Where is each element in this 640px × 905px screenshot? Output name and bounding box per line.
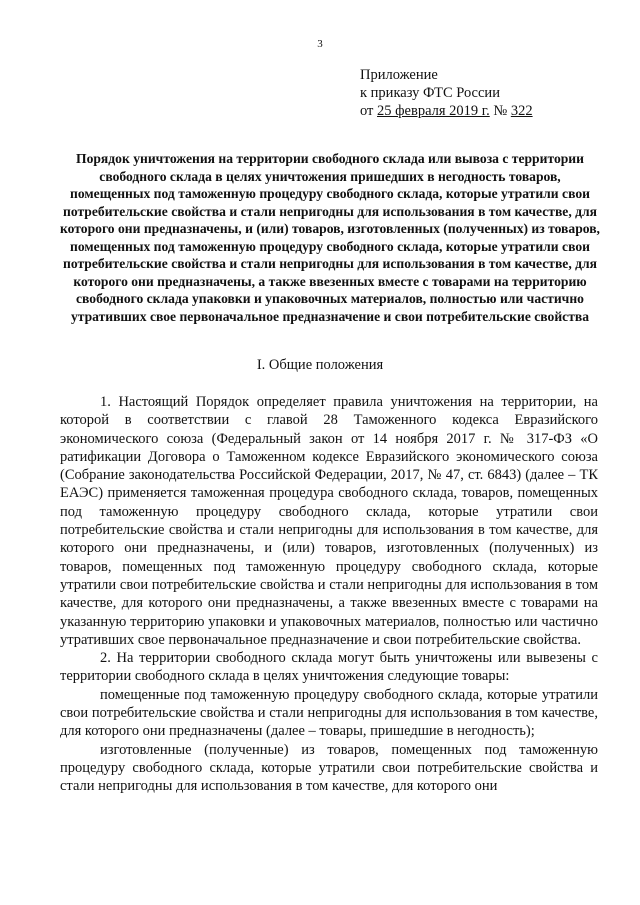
document-body	[60, 393, 598, 796]
appendix-date-line	[360, 102, 533, 120]
appendix-block	[360, 66, 533, 120]
appendix-date: 25 февраля 2019 г.	[377, 103, 490, 119]
document-title: Порядок уничтожения на территории свободного склада или вывоза с территории свободного склада в целях уничтожения пришедших в негодность товаров, помещенных под таможенную процедуру свободного склада, которые утратили свои потребительские свойства и стали непригодны для использования в том качестве, для которого они предназначены, и (или) товаров, изготовленных (полученных) из товаров, помещенных под таможенную процедуру свободного склада, которые утратили свои потребительские свойства и стали непригодны для использования в том качестве, для которого они предназначены, а также ввезенных вместе с товарами на территорию свободного склада упаковки и упаковочных материалов, полностью или частично утративших свое первоначальное предназначение и свои потребительские свойства	[60, 151, 600, 324]
paragraph-2-item-1: помещенные под таможенную процедуру свободного склада, которые утратили свои потребительские свойства и стали непригодны для использования в том качестве, для которого они предназначены (далее – товары, пришедшие в негодность);	[60, 686, 598, 740]
appendix-number: 322	[510, 103, 533, 119]
paragraph-2: 2. На территории свободного склада могут быть уничтожены или вывезены с территории свободного склада в целях уничтожения следующие товары:	[60, 650, 598, 685]
appendix-order-ref: к приказу ФТС России	[360, 85, 500, 101]
appendix-from: от	[360, 103, 374, 119]
page-number: 3	[317, 38, 323, 50]
paragraph-1: 1. Настоящий Порядок определяет правила уничтожения на территории, на которой в соответствии с главой 28 Таможенного кодекса Евразийского экономического союза (Федеральный закон от 14 ноября 2017 г. № 317-ФЗ «О ратификации Договора о Таможенном кодексе Евразийского экономического союза (Собрание законодательства Российской Федерации, 2017, № 47, ст. 6843) (далее – ТК ЕАЭС) применяется таможенная процедура свободного склада, товаров, помещенных под таможенную процедуру свободного склада, которые утратили свои потребительские свойства и стали непригодны для использования в том качестве, для которого они предназначены, и (или) товаров, изготовленных (полученных) из товаров, помещенных под таможенную процедуру свободного склада, которые утратили свои потребительские свойства и стали непригодны для использования в том качестве, для которого они предназначены, а также ввезенных вместе с товарами на указанную территорию упаковки и упаковочных материалов, полностью или частично утративших свое первоначальное предназначение и свои потребительские свойства.	[60, 394, 598, 648]
appendix-number-sign: №	[493, 103, 508, 119]
appendix-label: Приложение	[360, 67, 438, 83]
paragraph-2-item-2: изготовленные (полученные) из товаров, помещенных под таможенную процедуру свободного склада, которые утратили свои потребительские свойства и стали непригодны для использования в том качестве, для которого они	[60, 741, 598, 795]
section-heading: I. Общие положения	[256, 357, 384, 373]
